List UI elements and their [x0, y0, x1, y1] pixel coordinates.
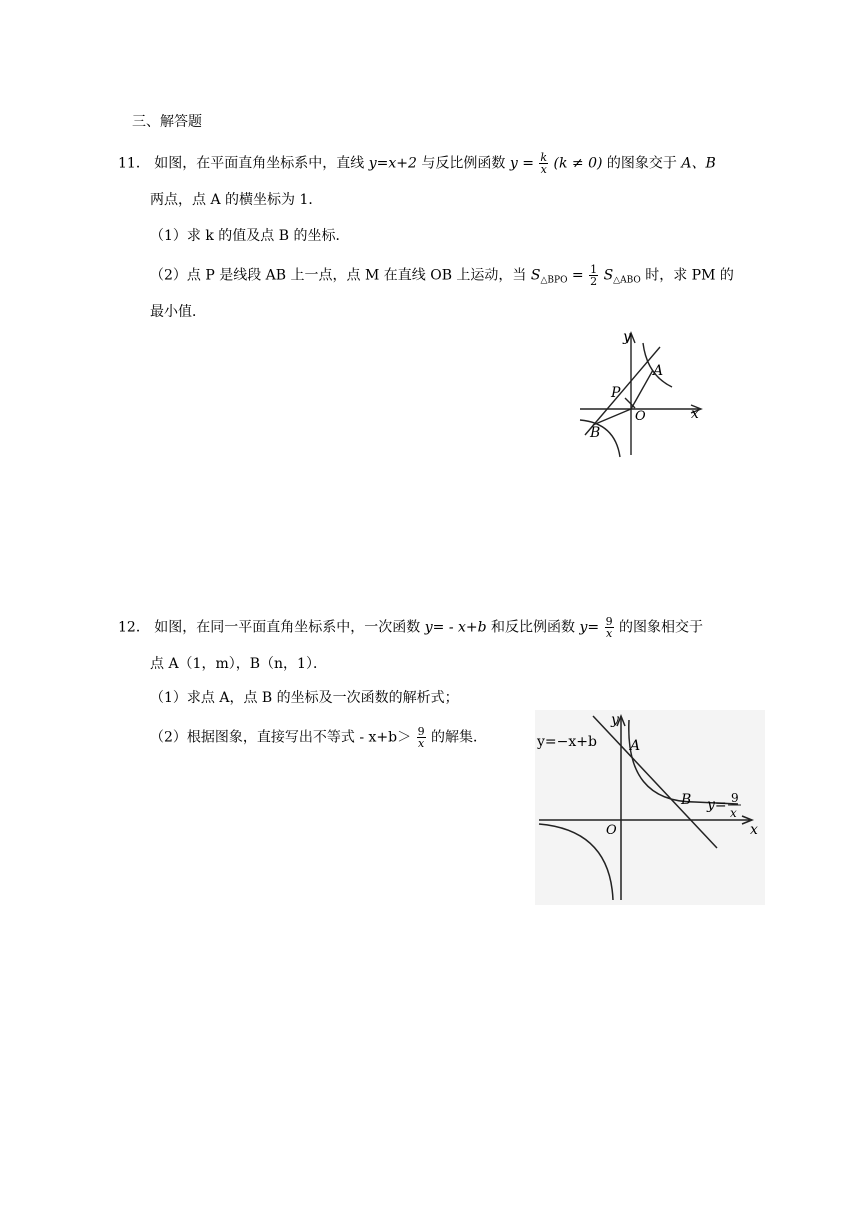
- q11-area-eq: =: [571, 267, 589, 284]
- q11-part2-cont: 最小值．: [150, 304, 206, 320]
- q11-line2: 两点，点 A 的横坐标为 1．: [150, 192, 323, 208]
- q12-curve-label-y: y=: [707, 797, 727, 813]
- q11-text-b: 与反比例函数: [421, 155, 510, 172]
- q12-part2: [150, 726, 487, 749]
- q12-func-fraction: [605, 616, 614, 639]
- q12-ineq-fraction: [417, 726, 426, 749]
- q12-ineq-num: 9: [417, 725, 425, 738]
- q12-part2-text-a: （2）根据图象，直接写出不等式 - x+b＞: [150, 729, 412, 746]
- q11-segment-OA: [631, 370, 653, 409]
- q12-ineq-den: x: [417, 737, 425, 750]
- q11-line: [585, 347, 660, 435]
- q11-area-left-sub: △BPO: [540, 275, 568, 286]
- q11-text-c: 的图象交于: [606, 155, 682, 172]
- q11-half-den: 2: [590, 275, 598, 288]
- q12-label-x: x: [750, 822, 758, 838]
- q12-func-numerator: 9: [605, 615, 613, 628]
- q11-line1: [118, 152, 716, 175]
- q12-text-a: 如图，在同一平面直角坐标系中，一次函数: [154, 619, 425, 636]
- q12-label-O: O: [606, 823, 617, 838]
- q11-area-right: S: [603, 267, 614, 284]
- q12-figure: [535, 710, 765, 905]
- q12-label-y: y: [611, 712, 619, 728]
- q11-func-condition: (k ≠ 0): [553, 155, 603, 172]
- q12-part1: （1）求点 A，点 B 的坐标及一次函数的解析式；: [150, 690, 459, 706]
- q11-points: A、B: [681, 155, 716, 172]
- q11-func-fraction: [539, 152, 548, 175]
- q11-segment-OB: [593, 409, 631, 425]
- q12-curve-den: x: [730, 806, 737, 820]
- q11-label-B: B: [590, 425, 601, 441]
- q12-number: 12．: [118, 619, 150, 636]
- q12-part2-text-b: 的解集．: [431, 729, 488, 746]
- q11-part1: （1）求 k 的值及点 B 的坐标．: [150, 228, 350, 244]
- q11-half-num: 1: [590, 263, 598, 276]
- q11-label-P: P: [611, 385, 621, 401]
- q12-line1: [118, 616, 703, 639]
- q11-part2-text-a: （2）点 P 是线段 AB 上一点，点 M 在直线 OB 上运动，当: [150, 267, 527, 284]
- q12-line-label: y=−x+b: [537, 734, 597, 750]
- q12-line2: 点 A（1，m），B（n，1）．: [150, 656, 327, 672]
- q11-figure: [575, 325, 705, 460]
- q11-segment-PM: [625, 398, 635, 408]
- q12-curve-num: 9: [731, 791, 739, 805]
- q12-label-A: A: [630, 738, 641, 754]
- q12-func-denominator: x: [605, 627, 613, 640]
- q11-label-O: O: [635, 409, 646, 424]
- q11-part2-text-b: 时，求 PM 的: [645, 267, 734, 284]
- q11-func-numerator: k: [540, 151, 548, 164]
- section-title: 三、解答题: [132, 114, 202, 130]
- q11-label-y: y: [623, 329, 631, 345]
- q12-label-B: B: [681, 792, 692, 808]
- q11-line-equation: y=x+2: [368, 155, 417, 172]
- q11-text-a: 如图，在平面直角坐标系中，直线: [154, 155, 369, 172]
- q11-number: 11．: [118, 155, 150, 172]
- q12-line-equation: y= - x+b: [424, 619, 487, 636]
- q11-func-y: y =: [509, 155, 539, 172]
- q12-func-y: y=: [579, 619, 600, 636]
- q11-label-x: x: [691, 406, 699, 422]
- q11-area-right-sub: △ABO: [613, 275, 641, 286]
- q12-text-b: 和反比例函数: [491, 619, 580, 636]
- q11-func-denominator: x: [540, 163, 547, 176]
- q11-half-fraction: [589, 264, 598, 287]
- q11-label-A: A: [653, 363, 664, 379]
- q11-area-left: S: [530, 267, 541, 284]
- q11-part2: [150, 264, 734, 291]
- q12-text-c: 的图象相交于: [619, 619, 704, 636]
